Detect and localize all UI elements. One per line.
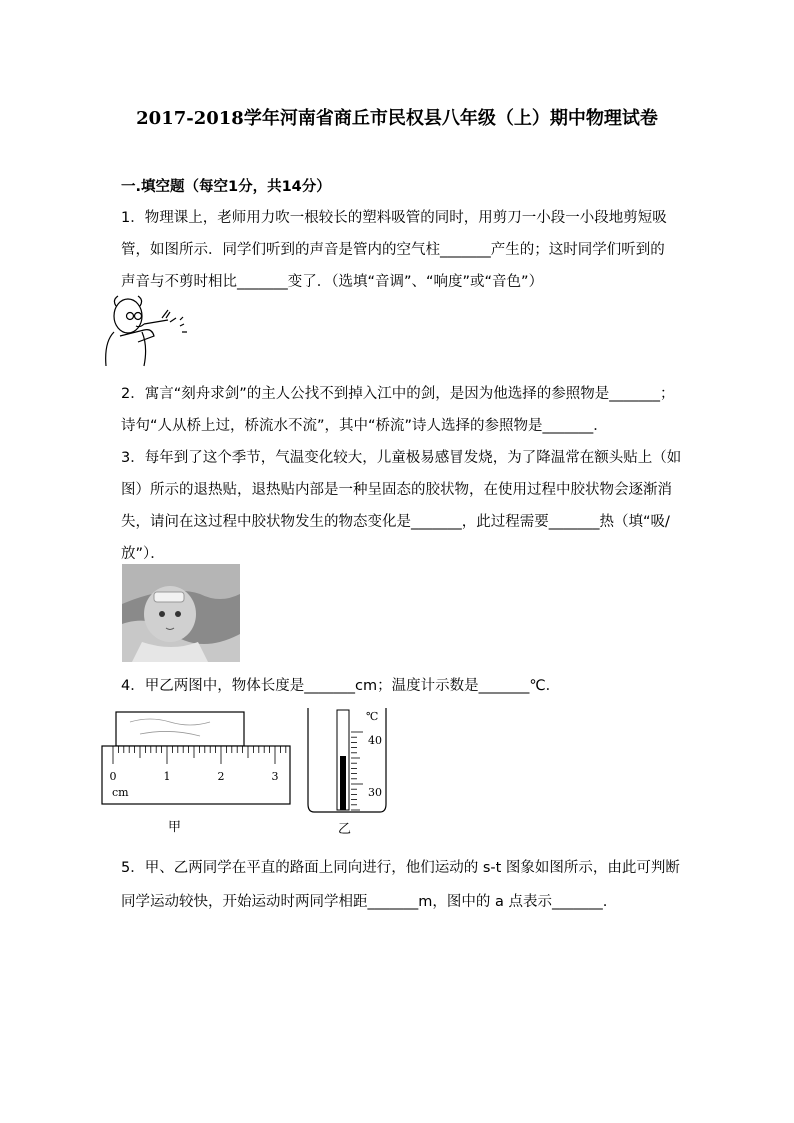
q3-line-1: 3．每年到了这个季节，气温变化较大，儿童极易感冒发烧，为了降温常在额头贴上（如 bbox=[121, 450, 682, 466]
teacher-blowing-straw-illustration bbox=[100, 292, 200, 368]
q3-line-2: 图）所示的退热贴，退热贴内部是一种呈固态的胶状物，在使用过程中胶状物会逐渐消 bbox=[121, 482, 672, 498]
q2-line-2: 诗句“人从桥上过，桥流水不流”，其中“桥流”诗人选择的参照物是_______． bbox=[121, 418, 608, 434]
thermometer-unit-label: ℃ bbox=[366, 710, 379, 723]
q3-line-4: 放”）． bbox=[121, 546, 165, 562]
section-heading: 一.填空题（每空1分，共14分） bbox=[121, 179, 331, 195]
ruler-unit-label: cm bbox=[112, 786, 129, 799]
measured-block bbox=[116, 712, 244, 746]
thermometer-tick-label: 30 bbox=[368, 786, 382, 799]
ruler-body bbox=[102, 746, 290, 804]
ruler-tick-label: 2 bbox=[217, 770, 225, 783]
thermometer-liquid-column bbox=[340, 756, 346, 810]
thermometer-caption: 乙 bbox=[338, 822, 352, 837]
baby-fever-patch-photo bbox=[122, 564, 240, 662]
q5-line-2: 同学运动较快，开始运动时两同学相距_______m，图中的 a 点表示_______. bbox=[121, 894, 608, 910]
q2-line-1: 2．寓言“刻舟求剑”的主人公找不到掉入江中的剑，是因为他选择的参照物是_______； bbox=[121, 386, 675, 402]
ruler-tick-label: 1 bbox=[163, 770, 171, 783]
ruler-figure bbox=[100, 712, 292, 808]
q5-line-1: 5．甲、乙两同学在平直的路面上同向进行，他们运动的 s-t 图象如图所示，由此可判断 bbox=[121, 860, 680, 876]
ruler-tick-label: 0 bbox=[109, 770, 117, 783]
thermometer-figure bbox=[306, 708, 388, 812]
q1-line-3: 声音与不剪时相比_______变了．（选填“音调”、“响度”或“音色”） bbox=[121, 274, 544, 290]
q4-line-1: 4．甲乙两图中，物体长度是_______cm；温度计示数是_______℃． bbox=[121, 678, 561, 694]
q3-line-3: 失，请问在这过程中胶状物发生的物态变化是_______，此过程需要_______热（填“吸/ bbox=[121, 514, 670, 530]
ruler-tick-label: 3 bbox=[271, 770, 279, 783]
page-title: 2017-2018学年河南省商丘市民权县八年级（上）期中物理试卷 bbox=[136, 108, 658, 129]
q1-line-2: 管，如图所示．同学们听到的声音是管内的空气柱_______产生的；这时同学们听到的 bbox=[121, 242, 665, 258]
thermometer-tick-label: 40 bbox=[368, 734, 382, 747]
ruler-caption: 甲 bbox=[168, 820, 182, 835]
q1-line-1: 1．物理课上，老师用力吹一根较长的塑料吸管的同时，用剪刀一小段一小段地剪短吸 bbox=[121, 210, 667, 226]
